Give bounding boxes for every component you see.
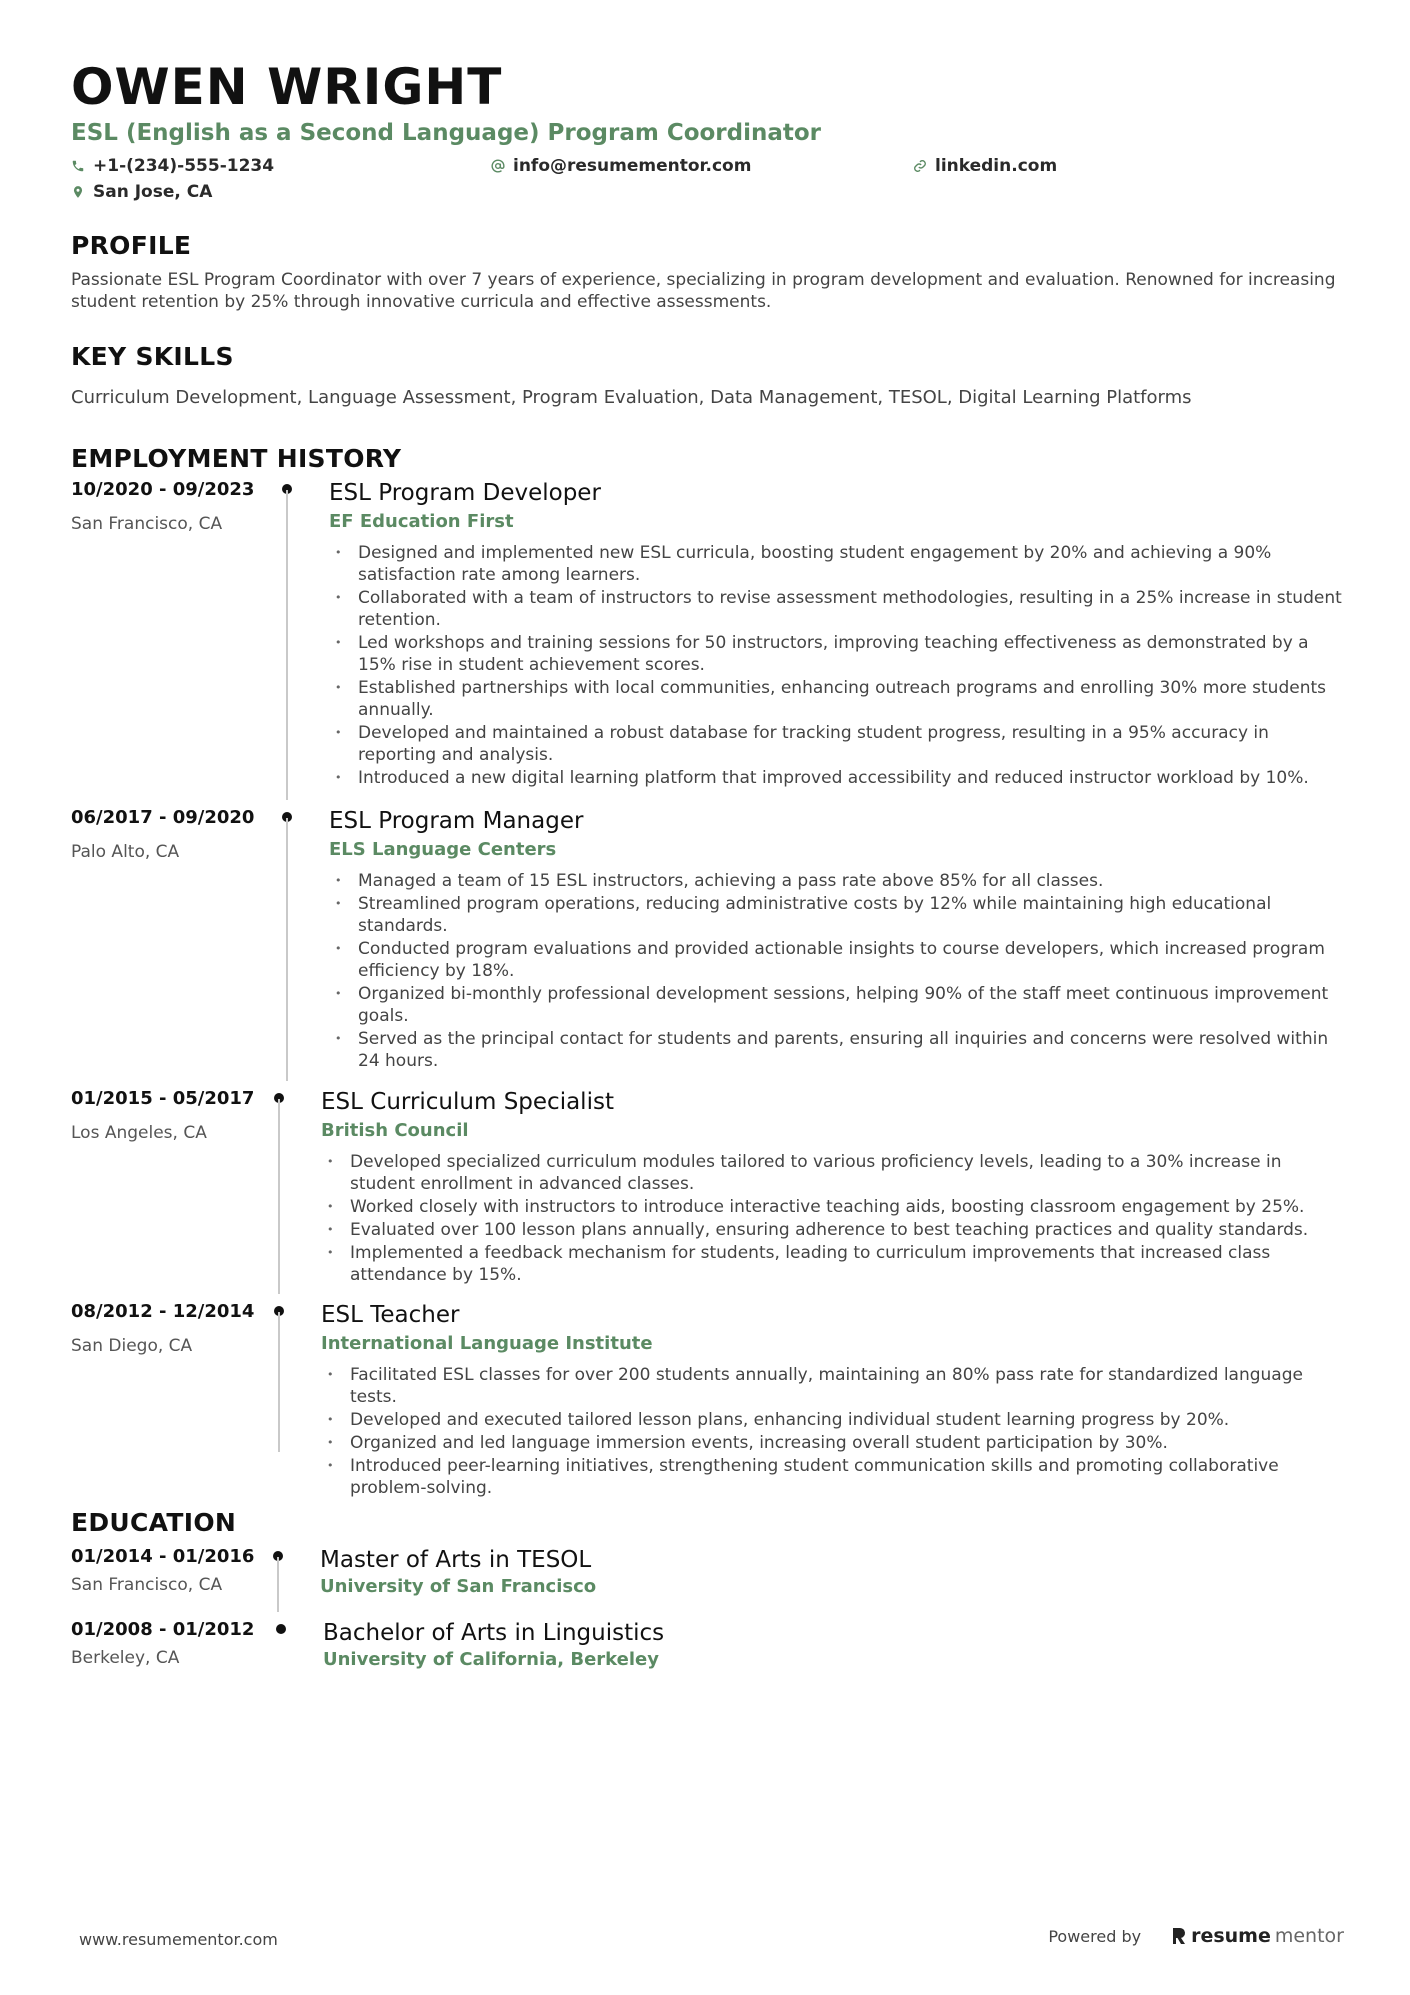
job-details bbox=[329, 806, 1349, 1073]
job-company: International Language Institute bbox=[321, 1333, 653, 1354]
job-bullet: • Developed and executed tailored lesson plans, enhancing individual student learning progress by 20%. bbox=[321, 1409, 1341, 1431]
education-dates: 01/2014 - 01/2016 bbox=[71, 1546, 255, 1567]
contact-email bbox=[491, 154, 751, 178]
resume-page bbox=[71, 58, 1341, 1688]
job-bullet: • Evaluated over 100 lesson plans annually, ensuring adherence to best teaching practices and quality standards. bbox=[321, 1219, 1341, 1241]
job-role: ESL Program Developer bbox=[329, 480, 601, 506]
job-bullet: • Developed and maintained a robust database for tracking student progress, resulting in a 95% accuracy in reporting and analysis. bbox=[329, 722, 1349, 766]
contact-linkedin bbox=[913, 154, 1057, 178]
job-bullets bbox=[321, 1364, 1341, 1499]
job-bullet: • Facilitated ESL classes for over 200 students annually, maintaining an 80% pass rate for standardized language tests. bbox=[321, 1364, 1341, 1408]
job-company: British Council bbox=[321, 1120, 469, 1141]
phone-text: +1-(234)-555-1234 bbox=[93, 156, 275, 176]
education-meta bbox=[71, 1545, 271, 1597]
footer-website[interactable]: www.resumementor.com bbox=[79, 1930, 278, 1949]
timeline-line bbox=[278, 1312, 280, 1452]
brand-logo[interactable] bbox=[1171, 1925, 1344, 1947]
job-dates: 08/2012 - 12/2014 bbox=[71, 1301, 255, 1322]
education-school: University of San Francisco bbox=[320, 1576, 597, 1597]
timeline-line bbox=[286, 490, 288, 800]
job-location: San Diego, CA bbox=[71, 1336, 193, 1356]
job-location: San Francisco, CA bbox=[71, 514, 223, 534]
profile-section bbox=[71, 230, 1341, 313]
job-bullet: • Organized and led language immersion events, increasing overall student participation by 30%. bbox=[321, 1432, 1341, 1454]
timeline-dot bbox=[276, 1624, 286, 1634]
job-bullets bbox=[321, 1151, 1341, 1286]
job-meta bbox=[71, 478, 271, 536]
job-role: ESL Curriculum Specialist bbox=[321, 1089, 614, 1115]
education-section bbox=[71, 1507, 1341, 1688]
employment-section bbox=[71, 443, 1341, 1505]
linkedin-link[interactable]: linkedin.com bbox=[935, 156, 1058, 176]
job-meta bbox=[71, 1300, 271, 1358]
section-heading-employment: EMPLOYMENT HISTORY bbox=[71, 444, 402, 473]
job-entry bbox=[71, 806, 1341, 1087]
education-entry bbox=[71, 1545, 1341, 1618]
job-details bbox=[321, 1087, 1341, 1287]
link-icon bbox=[913, 159, 927, 173]
section-heading-skills: KEY SKILLS bbox=[71, 342, 234, 371]
candidate-name: OWEN WRIGHT bbox=[71, 58, 503, 116]
job-entry bbox=[71, 478, 1341, 806]
job-bullet: • Developed specialized curriculum modules tailored to various proficiency levels, leading to a 30% increase in student enrollment in advanced classes. bbox=[321, 1151, 1341, 1195]
footer-branding bbox=[1048, 1925, 1344, 1947]
job-dates: 10/2020 - 09/2023 bbox=[71, 479, 255, 500]
job-meta bbox=[71, 806, 271, 864]
map-pin-icon bbox=[71, 185, 85, 199]
powered-by-text: Powered by bbox=[1048, 1926, 1142, 1946]
job-role: ESL Program Manager bbox=[329, 808, 584, 834]
job-bullets bbox=[329, 870, 1349, 1072]
job-bullet: • Led workshops and training sessions for 50 instructors, improving teaching effectiveness as demonstrated by a 15% rise in student achievement scores. bbox=[329, 632, 1349, 676]
brand-name-bold: resume bbox=[1191, 1925, 1271, 1947]
brand-name-light: mentor bbox=[1274, 1925, 1344, 1947]
phone-icon bbox=[71, 159, 85, 173]
education-details bbox=[320, 1545, 1220, 1599]
candidate-title: ESL (English as a Second Language) Program Coordinator bbox=[71, 120, 822, 146]
at-icon bbox=[491, 159, 505, 173]
education-degree: Master of Arts in TESOL bbox=[320, 1547, 592, 1573]
job-bullet: • Established partnerships with local communities, enhancing outreach programs and enrolling 30% more students annually. bbox=[329, 677, 1349, 721]
job-bullet: • Collaborated with a team of instructors to revise assessment methodologies, resulting in a 25% increase in student retention. bbox=[329, 587, 1349, 631]
timeline-line bbox=[277, 1557, 279, 1612]
location-text: San Jose, CA bbox=[93, 182, 213, 202]
job-company: ELS Language Centers bbox=[329, 839, 557, 860]
job-bullets bbox=[329, 542, 1349, 789]
job-dates: 06/2017 - 09/2020 bbox=[71, 807, 255, 828]
job-location: Palo Alto, CA bbox=[71, 842, 180, 862]
education-dates: 01/2008 - 01/2012 bbox=[71, 1619, 255, 1640]
education-location: San Francisco, CA bbox=[71, 1575, 223, 1595]
job-bullet: • Organized bi-monthly professional development sessions, helping 90% of the staff meet continuous improvement goals. bbox=[329, 983, 1349, 1027]
job-bullet: • Introduced a new digital learning platform that improved accessibility and reduced instructor workload by 10%. bbox=[329, 767, 1349, 789]
job-bullet: • Served as the principal contact for students and parents, ensuring all inquiries and concerns were resolved within 24 hours. bbox=[329, 1028, 1349, 1072]
contact-phone bbox=[71, 154, 274, 178]
job-details bbox=[329, 478, 1349, 790]
section-heading-education: EDUCATION bbox=[71, 1508, 237, 1537]
resumementor-logo-icon bbox=[1171, 1926, 1187, 1946]
job-company: EF Education First bbox=[329, 511, 514, 532]
job-bullet: • Worked closely with instructors to introduce interactive teaching aids, boosting classroom engagement by 25%. bbox=[321, 1196, 1341, 1218]
education-school: University of California, Berkeley bbox=[323, 1649, 659, 1670]
contact-location bbox=[71, 180, 212, 204]
education-degree: Bachelor of Arts in Linguistics bbox=[323, 1620, 665, 1646]
education-meta bbox=[71, 1618, 271, 1670]
job-bullet: • Introduced peer-learning initiatives, strengthening student communication skills and promoting collaborative problem-solving. bbox=[321, 1455, 1341, 1499]
profile-text: Passionate ESL Program Coordinator with over 7 years of experience, specializing in program development and evaluation. Renowned for increasing student retention by 25% through innovative curricula and effective assessments. bbox=[71, 270, 1336, 312]
job-role: ESL Teacher bbox=[321, 1302, 460, 1328]
section-heading-profile: PROFILE bbox=[71, 231, 192, 260]
education-location: Berkeley, CA bbox=[71, 1648, 180, 1668]
job-dates: 01/2015 - 05/2017 bbox=[71, 1088, 255, 1109]
education-details bbox=[323, 1618, 1223, 1672]
email-link[interactable]: info@resumementor.com bbox=[513, 156, 752, 176]
job-bullet: • Implemented a feedback mechanism for students, leading to curriculum improvements that increased class attendance by 15%. bbox=[321, 1242, 1341, 1286]
job-bullet: • Managed a team of 15 ESL instructors, achieving a pass rate above 85% for all classes. bbox=[329, 870, 1349, 892]
timeline-line bbox=[286, 818, 288, 1081]
job-bullet: • Designed and implemented new ESL curricula, boosting student engagement by 20% and achieving a 90% satisfaction rate among learners. bbox=[329, 542, 1349, 586]
contact-info bbox=[71, 154, 1341, 206]
job-location: Los Angeles, CA bbox=[71, 1123, 207, 1143]
job-entry bbox=[71, 1300, 1341, 1505]
education-entry bbox=[71, 1618, 1341, 1688]
job-bullet: • Conducted program evaluations and provided actionable insights to course developers, which increased program efficiency by 18%. bbox=[329, 938, 1349, 982]
job-entry bbox=[71, 1087, 1341, 1300]
job-details bbox=[321, 1300, 1341, 1500]
skills-text: Curriculum Development, Language Assessment, Program Evaluation, Data Management, TESOL, Digital Learning Platforms bbox=[71, 387, 1192, 408]
skills-section bbox=[71, 341, 1341, 409]
job-meta bbox=[71, 1087, 271, 1145]
job-bullet: • Streamlined program operations, reducing administrative costs by 12% while maintaining high educational standards. bbox=[329, 893, 1349, 937]
timeline-line bbox=[278, 1099, 280, 1294]
